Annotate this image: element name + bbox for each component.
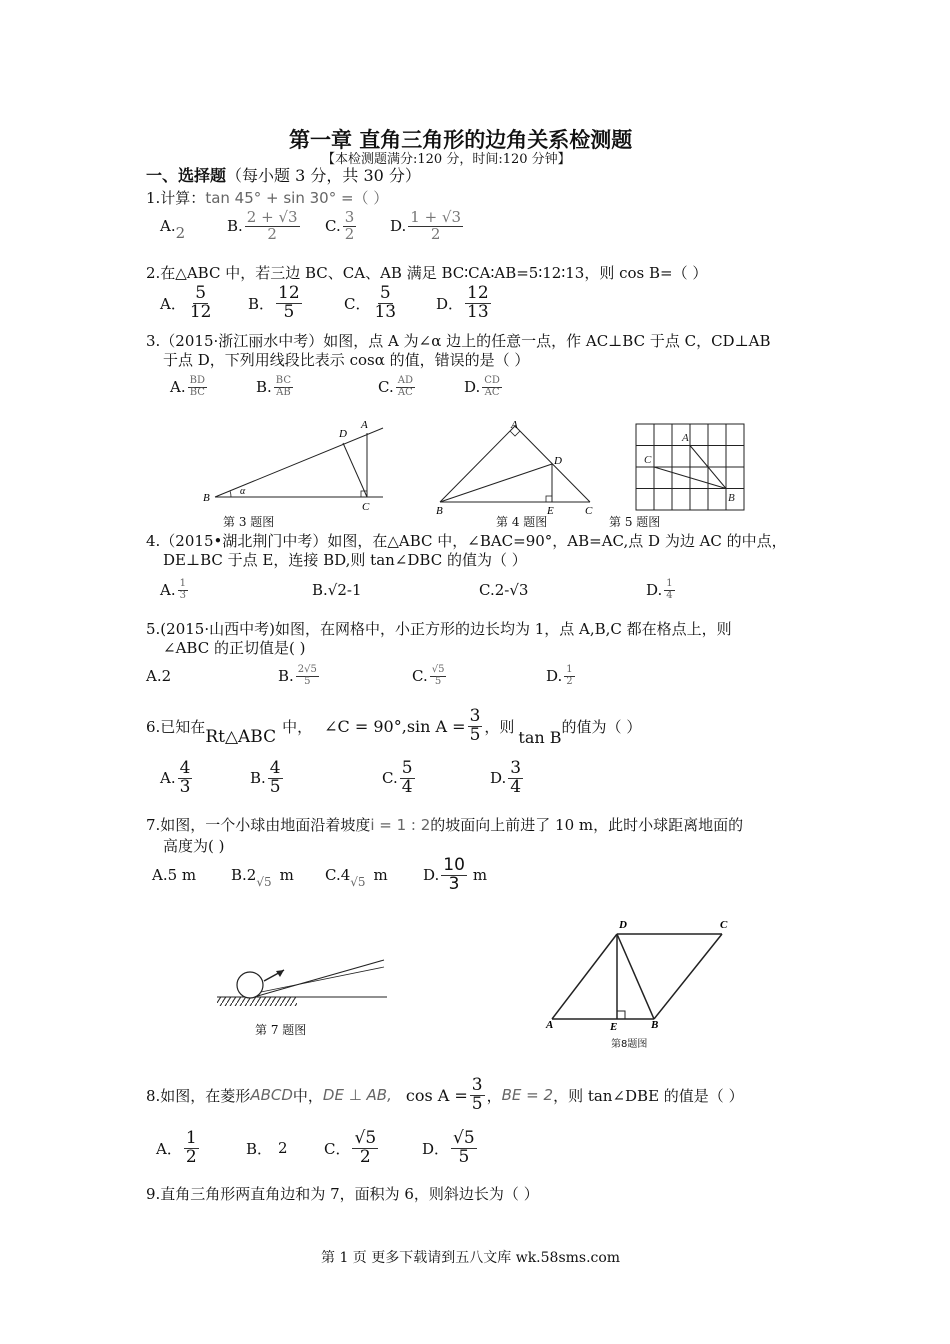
frac-num: 4 xyxy=(269,758,281,778)
fig8-label: A xyxy=(546,1019,554,1031)
frac-num: 4 xyxy=(179,758,191,778)
option-label: B. xyxy=(250,769,266,788)
q2-option-b xyxy=(248,285,344,322)
q2-option-d xyxy=(436,285,493,322)
q7-option-c xyxy=(325,861,423,889)
question-7-line2: 高度为( ) xyxy=(163,837,225,855)
section-note: （每小题 3 分，共 30 分） xyxy=(226,166,421,185)
option-label: D. xyxy=(423,866,440,885)
frac-den: 2 xyxy=(185,1146,197,1167)
option-label: B． xyxy=(246,1139,273,1158)
fig5-label: B xyxy=(728,492,735,504)
option-label: C. xyxy=(412,667,428,685)
fig4-label: D xyxy=(554,455,562,467)
option-label: D. xyxy=(390,217,407,236)
figure-4-caption: 第 4 题图 xyxy=(496,515,548,529)
q6-option-b xyxy=(250,760,382,797)
option-label: D． xyxy=(436,294,464,313)
fig8-side-ad xyxy=(552,934,617,1019)
figure-3 xyxy=(195,415,395,515)
q8-options xyxy=(156,1130,479,1167)
option-label: C． xyxy=(324,1139,351,1158)
option-label: B.2 xyxy=(231,866,257,885)
option-label: C. xyxy=(479,581,495,599)
fig4-right-angle-a xyxy=(510,431,520,436)
option-label: C. xyxy=(325,217,341,236)
frac-num: 1 xyxy=(185,1128,197,1148)
q1-option-d xyxy=(390,210,465,243)
q6-pre: 6.已知在 xyxy=(146,717,206,736)
q6-options xyxy=(160,760,525,797)
q6-target: tan B xyxy=(518,727,562,747)
option-value: A.2 xyxy=(146,667,172,685)
q5-options xyxy=(146,665,577,687)
option-label: A． xyxy=(156,1139,182,1158)
frac-num: CD xyxy=(484,375,500,386)
q7-post: 的坡面向上前进了 10 m，此时小球距离地面的 xyxy=(430,816,744,834)
fig7-ball xyxy=(237,972,263,998)
q2-option-a xyxy=(160,285,248,322)
option-value: 2 xyxy=(278,1139,288,1158)
frac-den: 5 xyxy=(269,776,281,797)
frac-den: 12 xyxy=(189,301,212,322)
option-value: 2-√3 xyxy=(494,581,529,599)
frac-den: BC xyxy=(189,386,205,398)
frac-den: 5 xyxy=(471,1093,483,1114)
frac-num: √5 xyxy=(354,1128,377,1148)
frac-den: 2 xyxy=(359,1146,371,1167)
option-value: √2-1 xyxy=(327,581,362,599)
q1-option-c xyxy=(325,210,390,243)
question-3-line2: 于点 D，下列用线段比表示 cosα 的值，错误的是（ ） xyxy=(163,351,530,369)
option-radical: √5 xyxy=(256,875,272,890)
option-label: B. xyxy=(227,217,243,236)
q3-option-b xyxy=(256,376,378,398)
option-label: B. xyxy=(256,378,272,396)
q5-option-c xyxy=(412,665,546,687)
option-label: C． xyxy=(344,294,371,313)
q8-option-d xyxy=(422,1130,479,1167)
q8-post: ，则 tan∠DBE 的值是（ ） xyxy=(553,1086,744,1105)
q1-option-b xyxy=(227,210,325,243)
figure-3-caption: 第 3 题图 xyxy=(223,515,275,529)
question-4-line2: DE⊥BC 于点 E，连接 BD,则 tan∠DBC 的值为（ ） xyxy=(163,551,527,569)
q8-comma: ， xyxy=(486,1086,502,1105)
frac-den: AB xyxy=(276,386,291,398)
frac-den: 2 xyxy=(344,224,355,243)
fig3-label: α xyxy=(240,486,246,497)
fig8-label: C xyxy=(720,919,728,931)
q8-mid: 中， xyxy=(292,1086,323,1105)
fig4-segment-bd xyxy=(440,464,552,502)
question-5-line1: 5.(2015·山西中考)如图，在网格中，小正方形的边长均为 1，点 A,B,C 都在格点上，则 xyxy=(146,620,732,638)
fig8-segment-db xyxy=(617,934,654,1019)
q5-option-d xyxy=(546,665,577,687)
q2-option-c xyxy=(344,285,436,322)
fig7-slope-inner xyxy=(256,967,384,993)
fig3-label: A xyxy=(361,419,368,431)
q6-option-d xyxy=(490,760,525,797)
frac-den: 5 xyxy=(458,1146,470,1167)
frac-num: 10 xyxy=(443,855,465,875)
fig4-label: B xyxy=(436,505,443,516)
option-unit: m xyxy=(472,866,488,885)
q8-condition-1: DE ⊥ AB, xyxy=(322,1086,392,1105)
question-1 xyxy=(146,187,388,208)
fig8-right-angle xyxy=(617,1011,625,1019)
option-unit: m xyxy=(373,866,388,885)
question-4-line1: 4.（2015•湖北荆门中考）如图，在△ABC 中，∠BAC=90°，AB=AC,点 D 为边 AC 的中点， xyxy=(146,532,787,550)
fig7-slope xyxy=(254,960,384,997)
q8-cos: cos A = xyxy=(405,1085,468,1105)
frac-num: √5 xyxy=(453,1128,475,1148)
q7-option-a xyxy=(152,866,231,884)
frac-num: 3 xyxy=(471,1075,483,1095)
q7-option-d xyxy=(423,857,487,894)
q6-condition: ∠C = 90°,sin A = xyxy=(324,716,466,736)
frac-num: 2√5 xyxy=(297,664,317,675)
frac-den: 5 xyxy=(283,301,295,322)
frac-den: 13 xyxy=(374,301,397,322)
option-label: D. xyxy=(546,667,563,685)
q3-option-c xyxy=(378,376,464,398)
option-label: C.4 xyxy=(325,866,351,885)
option-label: A. xyxy=(170,378,186,396)
fig4-side-ab xyxy=(440,426,515,502)
fig4-label: A xyxy=(511,419,518,431)
frac-num: AD xyxy=(397,375,413,386)
fig8-label: D xyxy=(619,919,627,931)
fig4-label: C xyxy=(585,505,593,516)
q8-option-b xyxy=(246,1138,324,1159)
frac-den: 3 xyxy=(179,776,191,797)
option-label: D. xyxy=(490,769,507,788)
frac-den: 3 xyxy=(179,589,186,601)
page-title: 第一章 直角三角形的边角关系检测题 xyxy=(289,128,633,152)
frac-num: BD xyxy=(189,375,205,386)
frac-den: AC xyxy=(397,386,413,398)
frac-den: 2 xyxy=(267,224,277,243)
figure-5 xyxy=(633,422,747,514)
question-3-line1: 3.（2015·浙江丽水中考）如图，点 A 为∠α 边上的任意一点，作 AC⊥BC 于点 C，CD⊥AB xyxy=(146,332,771,350)
option-label: A. xyxy=(160,217,176,236)
option-label: C. xyxy=(378,378,394,396)
frac-num: 1 xyxy=(666,578,673,589)
figure-4 xyxy=(432,418,602,516)
q1-expr: tan 45° + sin 30° =（ ） xyxy=(205,189,389,207)
q7-slope: i = 1 : 2 xyxy=(370,816,431,834)
option-value: 2 xyxy=(175,224,186,243)
q3-option-a xyxy=(170,376,256,398)
q5-option-a xyxy=(146,667,278,685)
q8-shape: ABCD xyxy=(250,1086,293,1105)
option-label: B. xyxy=(278,667,294,685)
frac-num: BC xyxy=(275,375,291,386)
frac-den: 5 xyxy=(434,675,442,687)
option-radical: √5 xyxy=(350,875,366,890)
frac-den: 13 xyxy=(467,301,489,322)
q6-mid: 中， xyxy=(282,717,313,736)
section-label: 一、选择题 xyxy=(146,166,227,185)
option-label: D. xyxy=(464,378,481,396)
q1-text: 1.计算： xyxy=(146,189,206,207)
q6-triangle: Rt△ABC xyxy=(205,727,277,747)
option-label: B． xyxy=(248,294,275,313)
option-label: A． xyxy=(160,294,186,313)
figure-8-caption: 第8题图 xyxy=(611,1039,648,1050)
frac-den: 5 xyxy=(469,724,481,745)
q4-options xyxy=(160,579,677,601)
frac-num: 3 xyxy=(469,705,481,726)
fig8-side-bc xyxy=(654,934,722,1019)
option-value: A.5 m xyxy=(152,866,197,885)
q4-option-d xyxy=(646,579,677,601)
q2-options xyxy=(160,285,493,322)
frac-num: 1 + √3 xyxy=(410,208,462,226)
q8-option-c xyxy=(324,1130,422,1167)
frac-den: 2 xyxy=(430,224,441,243)
option-unit: m xyxy=(279,866,294,885)
frac-den: 3 xyxy=(448,873,460,894)
q4-option-b xyxy=(312,581,479,599)
frac-num: 5 xyxy=(401,758,413,778)
frac-num: 3 xyxy=(510,758,522,778)
q6-option-c xyxy=(382,760,490,797)
q6-then: ，则 xyxy=(484,717,515,736)
q7-pre: 7.如图，一个小球由地面沿着坡度 xyxy=(146,816,371,834)
figure-5-caption: 第 5 题图 xyxy=(609,515,661,529)
frac-den: 4 xyxy=(510,776,522,797)
q4-option-a xyxy=(160,579,312,601)
option-label: D． xyxy=(422,1139,450,1158)
frac-num: 1 xyxy=(566,664,573,675)
fig3-label: C xyxy=(362,501,370,513)
option-label: C. xyxy=(382,769,398,788)
frac-den: 4 xyxy=(666,589,673,601)
fig3-angle-arc xyxy=(230,491,231,497)
q4-option-c xyxy=(479,581,646,599)
question-2: 2.在△ABC 中，若三边 BC、CA、AB 满足 BC∶CA∶AB=5∶12∶13，则 cos B=（ ） xyxy=(146,264,708,282)
q3-options xyxy=(170,376,504,398)
q8-pre: 8.如图，在菱形 xyxy=(146,1086,251,1105)
q8-option-a xyxy=(156,1130,246,1167)
question-5-line2: ∠ABC 的正切值是( ) xyxy=(163,639,306,657)
fig3-segment-cd xyxy=(343,443,367,497)
frac-den: 4 xyxy=(401,776,413,797)
option-label: D. xyxy=(646,581,663,599)
question-9: 9.直角三角形两直角边和为 7，面积为 6，则斜边长为（ ） xyxy=(146,1185,539,1203)
q1-options xyxy=(160,210,465,243)
q6-option-a xyxy=(160,760,250,797)
figure-8 xyxy=(540,915,740,1035)
frac-den: 2 xyxy=(566,675,573,687)
fig5-label: C xyxy=(644,454,652,466)
frac-num: 12 xyxy=(467,283,489,303)
frac-num: 2 + √3 xyxy=(246,208,298,226)
frac-den: AC xyxy=(484,386,500,398)
fig4-label: E xyxy=(547,505,554,516)
fig7-ground-hatch xyxy=(217,997,297,1006)
fig3-label: B xyxy=(203,492,210,504)
question-7-line1 xyxy=(146,814,743,835)
q5-option-b xyxy=(278,665,412,687)
figure-7 xyxy=(212,955,392,1015)
fig5-label: A xyxy=(682,432,689,444)
fig8-label: B xyxy=(651,1019,659,1031)
question-6 xyxy=(146,705,641,747)
frac-num: 3 xyxy=(344,208,355,226)
option-label: A. xyxy=(160,581,176,599)
page-subtitle: 【本检测题满分:120 分，时间:120 分钟】 xyxy=(322,152,571,167)
q7-options xyxy=(152,857,487,894)
page-footer: 第 1 页 更多下载请到五八文库 wk.58sms.com xyxy=(321,1250,621,1266)
frac-num: √5 xyxy=(431,664,445,675)
q3-option-d xyxy=(464,376,504,398)
frac-num: 1 xyxy=(179,578,186,589)
option-label: A. xyxy=(160,769,176,788)
q1-option-a xyxy=(160,210,227,242)
fig8-label: E xyxy=(610,1021,618,1033)
frac-num: 5 xyxy=(195,283,207,303)
fig3-label: D xyxy=(339,428,347,440)
q6-post: 的值为（ ） xyxy=(561,717,642,736)
figure-7-caption: 第 7 题图 xyxy=(255,1023,307,1037)
frac-num: 5 xyxy=(379,283,391,303)
section-heading xyxy=(146,163,421,186)
fig4-right-angle-e xyxy=(546,496,552,502)
question-8 xyxy=(146,1077,744,1114)
frac-num: 12 xyxy=(278,283,300,303)
option-label: B. xyxy=(312,581,328,599)
q8-condition-2: BE = 2 xyxy=(501,1086,554,1105)
q7-option-b xyxy=(231,861,325,889)
frac-den: 5 xyxy=(304,675,311,687)
